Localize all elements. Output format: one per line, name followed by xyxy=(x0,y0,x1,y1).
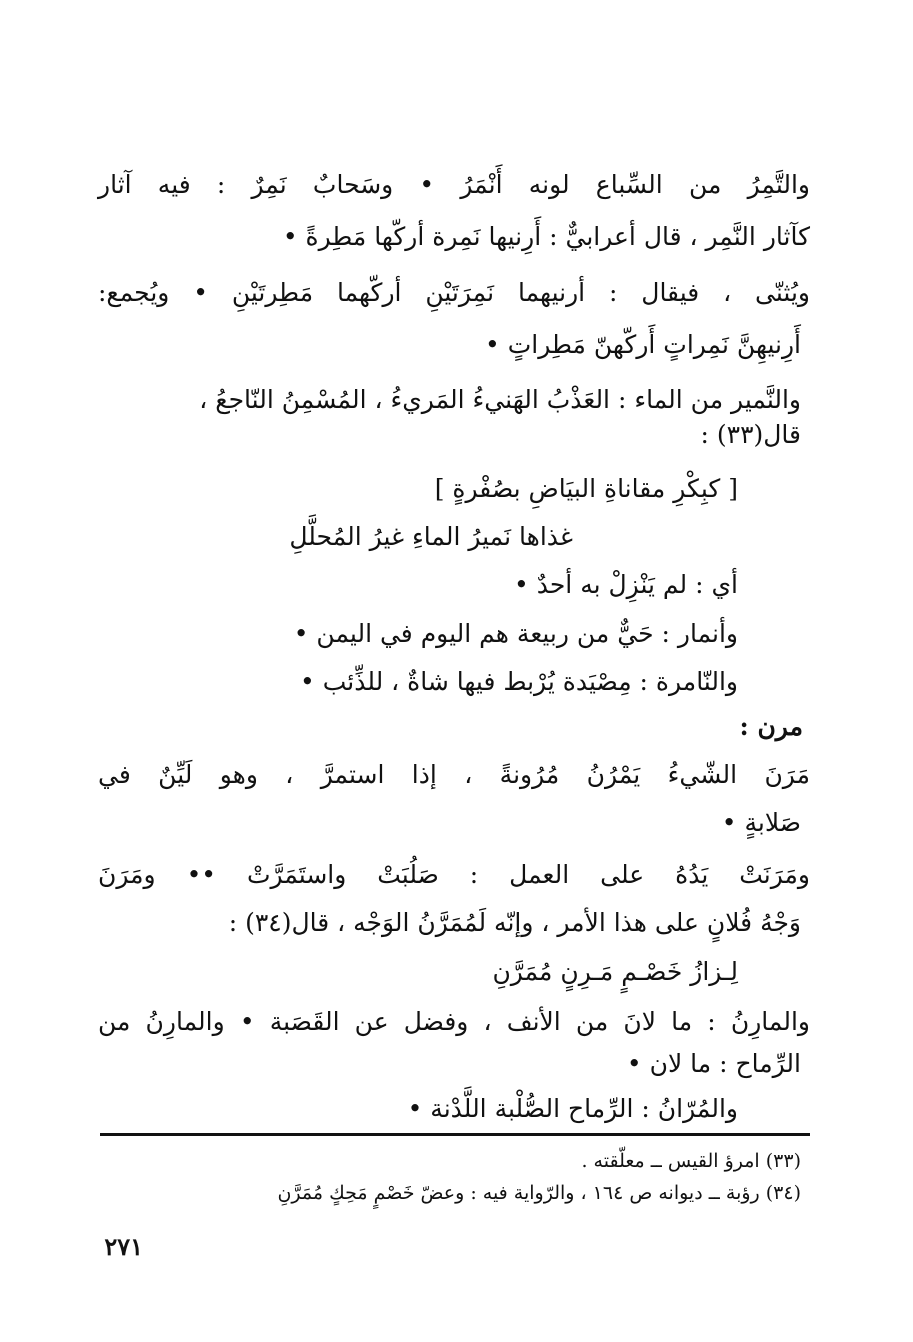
body-line-11: صَلابةٍ • xyxy=(721,808,801,837)
body-line-9: والنّامرة : مِصْيَدة يُرْبط فيها شاةٌ ، للذِّئب • xyxy=(300,667,738,696)
footnote-33: (٣٣) امرؤ القيس ــ معلّقته . xyxy=(581,1150,801,1172)
body-line-5: والنَّمير من الماء : العَذْبُ الهَنيءُ المَريءُ ، المُسْمِنُ النّاجعُ ، xyxy=(199,385,801,414)
verse-line-3: لِـزازُ خَصْـمٍ مَـرِنٍ مُمَرَّنِ xyxy=(492,957,738,986)
body-line-13: وَجْهُ فُلانٍ على هذا الأمر ، وإنّه لَمُمَرَّنُ الوَجْه ، قال(٣٤) : xyxy=(228,908,801,937)
verse-line-2: غذاها نَميرُ الماءِ غيرُ المُحلَّلِ xyxy=(289,522,573,551)
body-line-1: والتَّمِرُ من السِّباع لونه أَنْمَرُ • وسَحابٌ نَمِرٌ : فيه آثار xyxy=(98,170,810,199)
entry-heading-mrn: مرن : xyxy=(739,712,803,741)
body-line-8: وأنمار : حَيٌّ من ربيعة هم اليوم في اليمن • xyxy=(293,619,738,648)
body-line-12: ومَرَنَتْ يَدُهُ على العمل : صَلُبَتْ واستَمَرَّتْ •• ومَرَنَ xyxy=(98,860,810,889)
footnote-divider xyxy=(100,1133,810,1136)
page-number: ٢٧١ xyxy=(104,1232,143,1261)
body-line-14: والمارِنُ : ما لانَ من الأنف ، وفضل عن القَصَبة • والمارِنُ من xyxy=(98,1007,810,1036)
body-line-16: والمُرّانُ : الرِّماح الصُّلْبة اللَّدْنة • xyxy=(407,1094,738,1123)
body-line-6: قال(٣٣) : xyxy=(700,420,801,449)
body-line-7: أي : لم يَنْزِلْ به أحدٌ • xyxy=(514,570,738,599)
body-line-10: مَرَنَ الشّيءُ يَمْرُنُ مُرُونةً ، إذا استمرَّ ، وهو لَيِّنٌ في xyxy=(98,760,810,789)
body-line-4: أَرِنيهِنَّ نَمِراتٍ أَركّهنّ مَطِراتٍ • xyxy=(485,330,801,359)
body-line-3: ويُثنّى ، فيقال : أرنيهما نَمِرَتَيْنِ أركّهما مَطِرتَيْنِ • ويُجمع: xyxy=(98,278,810,307)
body-line-2: كآثار النَّمِر ، قال أعرابيٌّ : أَرِنيها نَمِرة أركّها مَطِرةً • xyxy=(282,222,810,251)
verse-line-1: [ كبِكْرِ مقاناةِ البيَاضِ بصُفْرةٍ ] xyxy=(434,474,738,503)
footnote-34: (٣٤) رؤبة ــ ديوانه ص ١٦٤ ، والرّواية فيه : وعضّ خَصْمٍ مَحِكٍ مُمَرَّنِ xyxy=(277,1182,801,1204)
body-line-15: الرِّماح : ما لان • xyxy=(626,1049,801,1078)
